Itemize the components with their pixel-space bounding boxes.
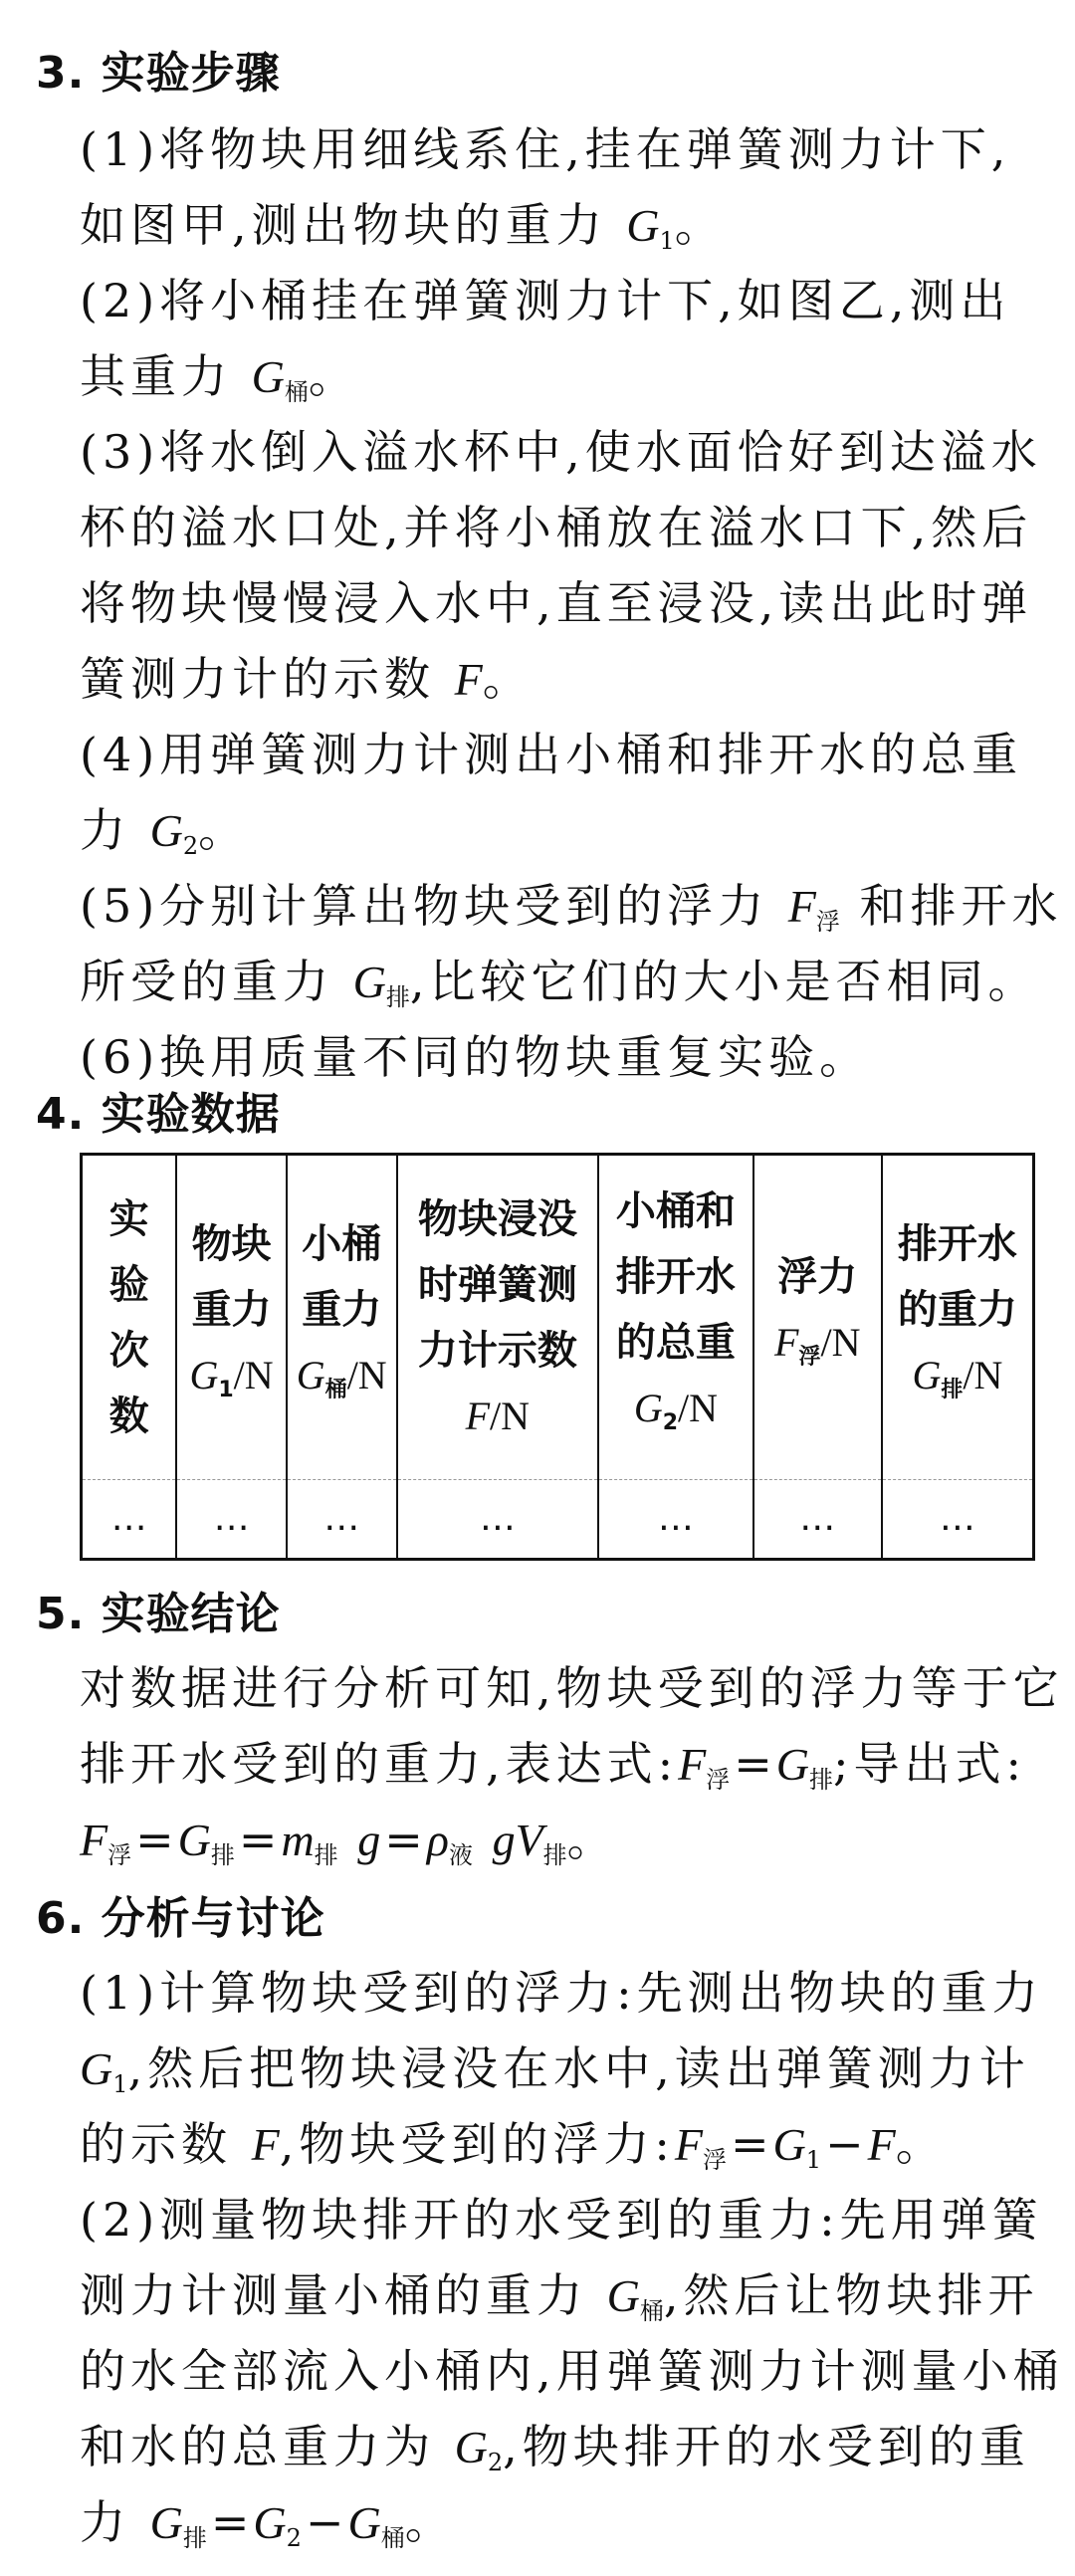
- col-header-trial: 实验次数: [82, 1155, 177, 1480]
- step-6-line: (6)换用质量不同的物块重复实验。: [80, 1030, 871, 1084]
- discussion-2-line-1: (2)测量物块排开的水受到的重力:先用弹簧: [80, 2193, 1043, 2247]
- table-cell: …: [82, 1480, 177, 1560]
- experiment-data-table: [80, 1153, 1035, 1561]
- col-header-buoyancy: 浮力 $F_浮/N$: [753, 1155, 882, 1480]
- step-3-line-1: (3)将水倒入溢水杯中,使水面恰好到达溢水: [80, 425, 1042, 479]
- step-5-line-2: 所受的重力 $G_排$,比较它们的大小是否相同。: [80, 955, 1039, 1011]
- step-4-line-1: (4)用弹簧测力计测出小桶和排开水的总重: [80, 728, 1023, 781]
- step-2-line-2: 其重力 $G_桶$。: [80, 349, 359, 406]
- table-cell: …: [598, 1480, 753, 1560]
- step-3-line-3: 将物块慢慢浸入水中,直至浸没,读出此时弹: [80, 576, 1033, 630]
- table-cell: …: [397, 1480, 599, 1560]
- col-header-total-weight: 小桶和排开水的总重 $G_2/N$: [598, 1155, 753, 1480]
- col-header-spring-reading: 物块浸没时弹簧测力计示数 F/N: [397, 1155, 599, 1480]
- step-4-line-2: 力 $G_2$。: [80, 803, 250, 860]
- discussion-1-line-3: 的示数 F,物块受到的浮力$:F_浮=G_1-F$。: [80, 2117, 947, 2174]
- step-1-line-2: 如图甲,测出物块的重力 $G_1$。: [80, 198, 726, 255]
- table-cell: …: [287, 1480, 397, 1560]
- table-cell: …: [882, 1480, 1034, 1560]
- col-header-bucket-weight: 小桶重力 $G_桶/N$: [287, 1155, 397, 1480]
- discussion-2-line-3: 的水全部流入小桶内,用弹簧测力计测量小桶: [80, 2344, 1064, 2398]
- conclusion-line-1: 对数据进行分析可知,物块受到的浮力等于它: [80, 1661, 1064, 1715]
- conclusion-line-2: 排开水受到的重力,表达式$:F_浮=G_排$;导出式:: [80, 1737, 1027, 1794]
- step-1-line-1: (1)将物块用细线系住,挂在弹簧测力计下,: [80, 122, 1011, 176]
- conclusion-formula-line: $F_浮=G_排=m_排$ $g=\rho_液$ $gV_排$。: [80, 1813, 618, 1869]
- step-2-line-1: (2)将小桶挂在弹簧测力计下,如图乙,测出: [80, 274, 1011, 327]
- table-header-row: [82, 1155, 1034, 1480]
- col-header-displaced-water-weight: 排开水的重力 $G_排/N$: [882, 1155, 1034, 1480]
- section-4-heading: 4. 实验数据: [36, 1089, 281, 1140]
- step-3-line-2: 杯的溢水口处,并将小桶放在溢水口下,然后: [80, 501, 1033, 554]
- step-5-line-1: (5)分别计算出物块受到的浮力 $F_浮$ 和排开水: [80, 879, 1063, 936]
- section-3-heading: 3. 实验步骤: [36, 48, 281, 99]
- discussion-1-line-2: $G_1$,然后把物块浸没在水中,读出弹簧测力计: [80, 2041, 1030, 2098]
- section-6-heading: 6. 分析与讨论: [36, 1893, 325, 1944]
- discussion-1-line-1: (1)计算物块受到的浮力:先测出物块的重力: [80, 1966, 1043, 2020]
- table-cell: …: [753, 1480, 882, 1560]
- discussion-2-line-2: 测力计测量小桶的重力 $G_桶$,然后让物块排开: [80, 2268, 1039, 2325]
- discussion-2-line-4: 和水的总重力为 $G_2$,物块排开的水受到的重: [80, 2420, 1030, 2476]
- table-cell: …: [176, 1480, 287, 1560]
- step-3-line-4: 簧测力计的示数 F。: [80, 652, 534, 706]
- table-row: [82, 1480, 1034, 1560]
- discussion-2-line-5: 力 $G_排=G_2-G_桶$。: [80, 2495, 456, 2552]
- col-header-object-weight: 物块重力 $G_1/N$: [176, 1155, 287, 1480]
- section-5-heading: 5. 实验结论: [36, 1589, 281, 1639]
